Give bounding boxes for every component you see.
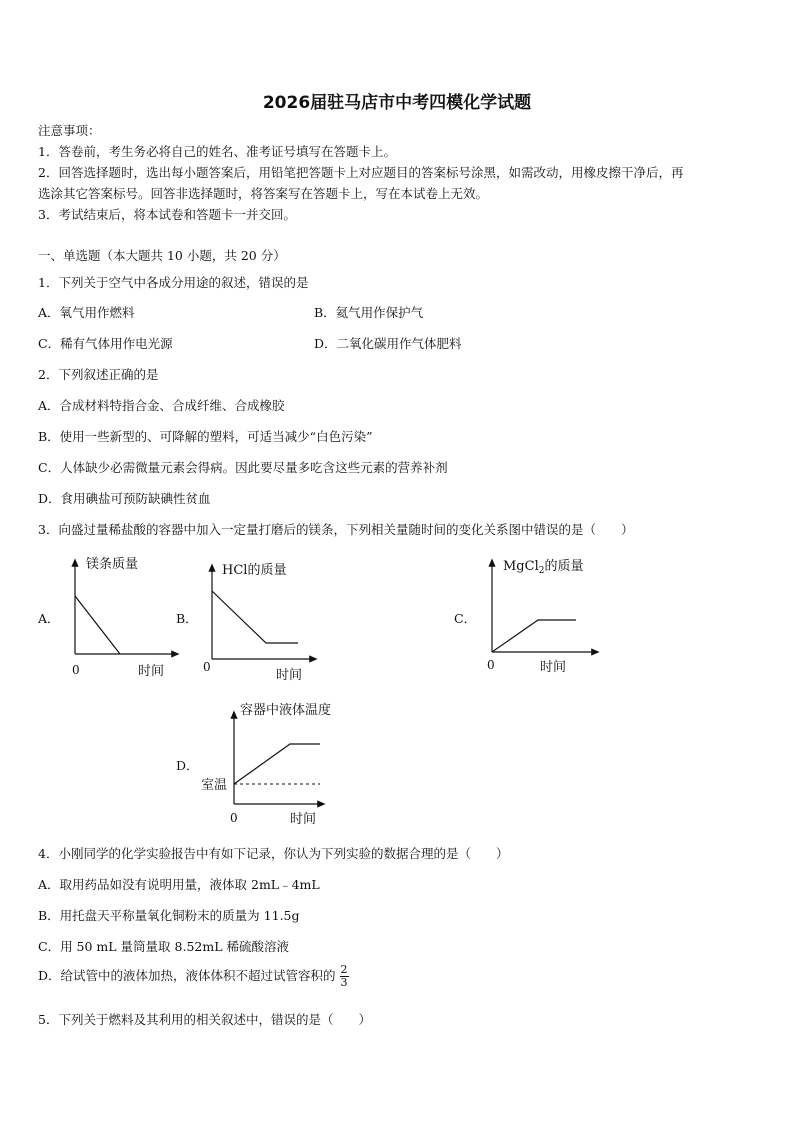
q1-option-b: B．氦气用作保护气 bbox=[314, 305, 424, 320]
q4-option-b: B．用托盘天平称量氧化铜粉末的质量为 11.5g bbox=[38, 908, 300, 923]
notice-item-2-cont: 选涂其它答案标号。回答非选择题时，将答案写在答题卡上，写在本试卷上无效。 bbox=[38, 186, 489, 201]
q3-graph-d bbox=[198, 700, 338, 830]
graph-d-ylabel: 容器中液体温度 bbox=[240, 703, 332, 718]
q1-option-a: A．氧气用作燃料 bbox=[38, 305, 135, 320]
q1-option-d: D．二氧化碳用作气体肥料 bbox=[314, 336, 462, 351]
q4-option-c: C．用 50 mL 量筒量取 8.52mL 稀硫酸溶液 bbox=[38, 939, 289, 954]
fraction bbox=[340, 964, 349, 989]
graph-b-ylabel: HCl的质量 bbox=[222, 563, 287, 578]
notice-item-2: 2．回答选择题时，选出每小题答案后，用铅笔把答题卡上对应题目的答案标号涂黑，如需改动，用橡皮擦干净后，再 bbox=[38, 165, 684, 180]
q3-option-b-label: B． bbox=[176, 611, 198, 626]
q2-option-a: A．合成材料特指合金、合成纤维、合成橡胶 bbox=[38, 398, 285, 413]
q4-stem: 4．小刚同学的化学实验报告中有如下记录，你认为下列实验的数据合理的是（ ） bbox=[38, 846, 509, 861]
q3-option-a-label: A． bbox=[38, 611, 60, 626]
graph-b-origin: 0 bbox=[203, 660, 211, 674]
q3-stem: 3．向盛过量稀盐酸的容器中加入一定量打磨后的镁条，下列相关量随时间的变化关系图中错误的是（ ） bbox=[38, 522, 634, 537]
graph-a-origin: 0 bbox=[72, 663, 80, 677]
graph-d-origin: 0 bbox=[230, 811, 238, 825]
q3-option-d-label: D． bbox=[176, 758, 199, 773]
graph-a-xlabel: 时间 bbox=[138, 664, 165, 679]
q1-option-c: C．稀有气体用作电光源 bbox=[38, 336, 173, 351]
graph-c-xlabel: 时间 bbox=[540, 660, 567, 675]
q2-option-b: B．使用一些新型的、可降解的塑料，可适当减少“白色污染” bbox=[38, 429, 373, 444]
q3-graph-b bbox=[198, 555, 320, 685]
q2-stem: 2．下列叙述正确的是 bbox=[38, 367, 159, 382]
q3-graph-a bbox=[60, 550, 180, 682]
graph-c-curve bbox=[492, 620, 576, 652]
q3-graph-c bbox=[478, 552, 618, 680]
q1-stem: 1．下列关于空气中各成分用途的叙述，错误的是 bbox=[38, 275, 309, 290]
graph-d-xlabel: 时间 bbox=[290, 812, 317, 827]
graph-b-xlabel: 时间 bbox=[276, 668, 303, 683]
q2-option-d: D．食用碘盐可预防缺碘性贫血 bbox=[38, 491, 211, 506]
q2-option-c: C．人体缺少必需微量元素会得病。因此要尽量多吃含这些元素的营养补剂 bbox=[38, 460, 448, 475]
notice-item-3: 3．考试结束后，将本试卷和答题卡一并交回。 bbox=[38, 207, 296, 222]
graph-b-curve bbox=[212, 591, 298, 643]
graph-c-origin: 0 bbox=[487, 658, 495, 672]
notice-heading: 注意事项： bbox=[38, 123, 101, 138]
page-title: 2026届驻马店市中考四模化学试题 bbox=[262, 93, 532, 113]
fraction-denominator: 3 bbox=[340, 976, 348, 989]
q4-option-d-text: D．给试管中的液体加热，液体体积不超过试管容积的 bbox=[38, 968, 336, 983]
graph-d-ref-label: 室温 bbox=[201, 778, 228, 793]
q5-stem: 5．下列关于燃料及其利用的相关叙述中，错误的是（ ） bbox=[38, 1012, 371, 1027]
graph-a-ylabel: 镁条质量 bbox=[86, 557, 139, 572]
graph-d-curve bbox=[234, 744, 320, 784]
fraction-numerator: 2 bbox=[340, 963, 348, 976]
notice-item-1: 1．答卷前，考生务必将自己的姓名、准考证号填写在答题卡上。 bbox=[38, 144, 396, 159]
q4-option-a: A．取用药品如没有说明用量，液体取 2mL﹣4mL bbox=[38, 877, 320, 892]
graph-a-curve bbox=[75, 596, 120, 654]
graph-c-ylabel: MgCl$_2$的质量 bbox=[503, 559, 584, 576]
q3-option-c-label: C． bbox=[454, 611, 477, 626]
section-heading: 一、单选题（本大题共 10 小题，共 20 分） bbox=[38, 248, 286, 263]
q4-option-d bbox=[38, 964, 349, 989]
